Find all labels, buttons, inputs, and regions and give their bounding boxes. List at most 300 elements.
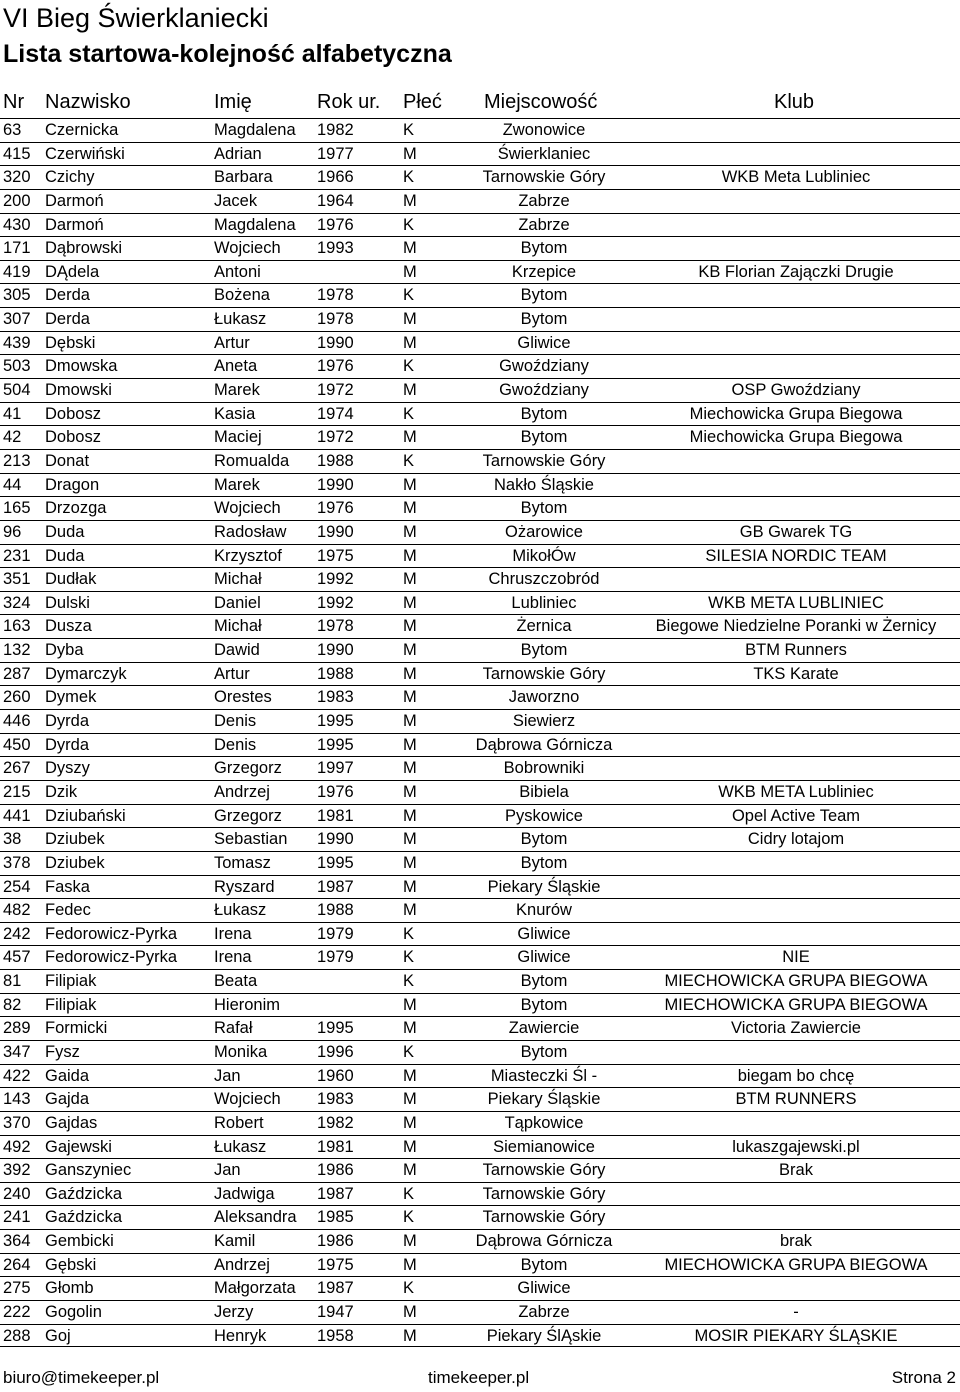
- cell-miejscowosc: Bytom: [520, 641, 568, 660]
- cell-nr: 324: [3, 593, 31, 612]
- cell-imie: Irena: [214, 948, 252, 967]
- cell-miejscowosc: Zawiercie: [508, 1019, 580, 1038]
- cell-nr: 275: [3, 1279, 31, 1298]
- cell-rok: 1988: [317, 901, 354, 920]
- cell-nazwisko: Gaździcka: [45, 1184, 123, 1203]
- cell-klub: biegam bo chcę: [737, 1066, 855, 1085]
- cell-nr: 200: [3, 191, 31, 210]
- cell-nazwisko: Dębski: [45, 333, 96, 352]
- cell-plec: M: [403, 428, 417, 447]
- cell-klub: MIECHOWICKA GRUPA BIEGOWA: [664, 1255, 928, 1274]
- cell-rok: 1988: [317, 664, 354, 683]
- footer-website[interactable]: timekeeper.pl: [428, 1368, 530, 1387]
- cell-imie: Romualda: [214, 451, 290, 470]
- cell-plec: M: [403, 499, 417, 518]
- cell-miejscowosc: Bytom: [520, 499, 568, 518]
- cell-rok: 1987: [317, 877, 354, 896]
- cell-nr: 41: [3, 404, 22, 423]
- cell-nazwisko: Drzozga: [45, 499, 107, 518]
- cell-nr: 446: [3, 712, 31, 731]
- cell-nr: 81: [3, 972, 22, 991]
- cell-nazwisko: Darmoń: [45, 191, 104, 210]
- cell-klub: KB Florian Zajączki Drugie: [698, 262, 894, 281]
- cell-nazwisko: Dobosz: [45, 428, 101, 447]
- cell-imie: Łukasz: [214, 310, 267, 329]
- cell-imie: Andrzej: [214, 1255, 270, 1274]
- table-row: [0, 1300, 960, 1324]
- table-row: [0, 756, 960, 780]
- cell-nazwisko: Dziubek: [45, 830, 105, 849]
- cell-miejscowosc: MikołÓw: [512, 546, 576, 565]
- cell-miejscowosc: Miasteczki Śl -: [490, 1066, 598, 1085]
- cell-nr: 171: [3, 239, 31, 258]
- cell-imie: Marek: [214, 381, 260, 400]
- table-row: [0, 213, 960, 237]
- cell-rok: 1990: [317, 333, 354, 352]
- cell-rok: 1993: [317, 239, 354, 258]
- cell-imie: Kamil: [214, 1232, 256, 1251]
- cell-miejscowosc: Gwoździany: [499, 381, 589, 400]
- cell-imie: Monika: [214, 1042, 268, 1061]
- cell-rok: 1981: [317, 806, 354, 825]
- cell-plec: M: [403, 830, 417, 849]
- cell-klub: Victoria Zawiercie: [731, 1019, 861, 1038]
- cell-miejscowosc: Gliwice: [517, 1279, 571, 1298]
- cell-miejscowosc: Tąpkowice: [504, 1113, 584, 1132]
- table-row: [0, 827, 960, 851]
- cell-rok: 1976: [317, 357, 354, 376]
- cell-miejscowosc: Gliwice: [517, 948, 571, 967]
- cell-rok: 1979: [317, 948, 354, 967]
- cell-plec: M: [403, 735, 417, 754]
- cell-plec: M: [403, 664, 417, 683]
- cell-klub: -: [793, 1303, 799, 1322]
- cell-miejscowosc: Tarnowskie Góry: [482, 1208, 606, 1227]
- table-row: [0, 567, 960, 591]
- cell-nazwisko: Duda: [45, 522, 85, 541]
- table-row: [0, 1135, 960, 1159]
- cell-imie: Łukasz: [214, 1137, 267, 1156]
- cell-rok: 1985: [317, 1208, 354, 1227]
- cell-rok: 1947: [317, 1303, 354, 1322]
- table-row: [0, 331, 960, 355]
- cell-nazwisko: Czernicka: [45, 121, 119, 139]
- cell-nazwisko: Gembicki: [45, 1232, 114, 1251]
- cell-rok: 1966: [317, 168, 354, 187]
- cell-klub: lukaszgajewski.pl: [732, 1137, 860, 1156]
- cell-imie: Aneta: [214, 357, 258, 376]
- cell-plec: M: [403, 1090, 417, 1109]
- cell-nazwisko: Dyrda: [45, 712, 90, 731]
- table-row: [0, 496, 960, 520]
- cell-nazwisko: Dyszy: [45, 759, 90, 778]
- cell-miejscowosc: Nakło Śląskie: [494, 475, 594, 494]
- table-row: [0, 733, 960, 757]
- cell-miejscowosc: Bytom: [520, 972, 568, 991]
- cell-nazwisko: Czerwiński: [45, 144, 125, 163]
- cell-nr: 264: [3, 1255, 31, 1274]
- cell-rok: 1975: [317, 546, 354, 565]
- cell-nazwisko: Fedorowicz-Pyrka: [45, 948, 178, 967]
- table-row: [0, 614, 960, 638]
- cell-miejscowosc: Tarnowskie Góry: [482, 1184, 606, 1203]
- cell-imie: Orestes: [214, 688, 272, 707]
- cell-rok: 1958: [317, 1326, 354, 1345]
- cell-klub: MIECHOWICKA GRUPA BIEGOWA: [664, 972, 928, 991]
- cell-klub: brak: [779, 1232, 813, 1251]
- cell-nazwisko: Gogolin: [45, 1303, 102, 1322]
- cell-imie: Łukasz: [214, 901, 267, 920]
- cell-nr: 430: [3, 215, 31, 234]
- cell-nr: 82: [3, 995, 22, 1014]
- cell-miejscowosc: Piekary Śląskie: [487, 1090, 601, 1109]
- cell-rok: 1976: [317, 782, 354, 801]
- cell-klub: NIE: [782, 948, 810, 967]
- cell-plec: M: [403, 1066, 417, 1085]
- cell-nazwisko: Gajdas: [45, 1113, 98, 1132]
- table-header: [0, 88, 960, 116]
- table-row: [0, 685, 960, 709]
- cell-plec: K: [403, 1042, 415, 1061]
- cell-nazwisko: Dyrda: [45, 735, 90, 754]
- cell-klub: WKB META LUBLINIEC: [708, 593, 884, 612]
- cell-miejscowosc: Zabrze: [518, 1303, 570, 1322]
- cell-plec: M: [403, 782, 417, 801]
- cell-klub: BTM RUNNERS: [735, 1090, 857, 1109]
- cell-plec: M: [403, 1232, 417, 1251]
- cell-klub: OSP Gwoździany: [731, 381, 861, 400]
- table-row: [0, 993, 960, 1017]
- cell-plec: M: [403, 1019, 417, 1038]
- cell-imie: Irena: [214, 924, 252, 943]
- cell-nazwisko: Donat: [45, 451, 90, 470]
- cell-miejscowosc: Bytom: [520, 853, 568, 872]
- cell-rok: 1990: [317, 641, 354, 660]
- cell-rok: 1978: [317, 617, 354, 636]
- cell-nr: 419: [3, 262, 31, 281]
- cell-nr: 450: [3, 735, 31, 754]
- cell-rok: 1964: [317, 191, 354, 210]
- cell-imie: Michał: [214, 617, 262, 636]
- table-row: [0, 898, 960, 922]
- cell-nr: 267: [3, 759, 31, 778]
- table-row: [0, 189, 960, 213]
- table-row: [0, 1229, 960, 1253]
- cell-miejscowosc: Tarnowskie Góry: [482, 1161, 606, 1180]
- cell-plec: K: [403, 924, 415, 943]
- cell-plec: M: [403, 1137, 417, 1156]
- cell-klub: Cidry lotajom: [747, 830, 845, 849]
- cell-nazwisko: Gajewski: [45, 1137, 112, 1156]
- cell-miejscowosc: Knurów: [516, 901, 572, 920]
- cell-miejscowosc: Dąbrowa Górnicza: [475, 735, 613, 754]
- table-row: [0, 945, 960, 969]
- cell-nr: 439: [3, 333, 31, 352]
- footer: [0, 1366, 960, 1390]
- page-subtitle: Lista startowa-kolejność alfabetyczna: [3, 40, 452, 68]
- table-row: [0, 591, 960, 615]
- cell-miejscowosc: Jaworzno: [508, 688, 580, 707]
- cell-plec: M: [403, 1113, 417, 1132]
- cell-imie: Grzegorz: [214, 806, 282, 825]
- cell-imie: Bożena: [214, 286, 270, 305]
- cell-rok: 1978: [317, 310, 354, 329]
- cell-nr: 415: [3, 144, 31, 163]
- cell-nazwisko: Dąbrowski: [45, 239, 123, 258]
- cell-nr: 441: [3, 806, 31, 825]
- header-miejscowosc: Miejscowość: [484, 91, 598, 113]
- cell-imie: Radosław: [214, 522, 287, 541]
- cell-nazwisko: Czichy: [45, 168, 95, 187]
- header-klub: Klub: [774, 91, 815, 113]
- cell-nr: 287: [3, 664, 31, 683]
- table-row: [0, 307, 960, 331]
- cell-klub: TKS Karate: [753, 664, 839, 683]
- cell-nr: 347: [3, 1042, 31, 1061]
- cell-nazwisko: Gaida: [45, 1066, 90, 1085]
- cell-nazwisko: Duda: [45, 546, 85, 565]
- cell-miejscowosc: Zabrze: [518, 215, 570, 234]
- cell-nazwisko: Filipiak: [45, 995, 97, 1014]
- cell-klub: GB Gwarek TG: [739, 522, 853, 541]
- cell-imie: Denis: [214, 735, 257, 754]
- cell-plec: M: [403, 688, 417, 707]
- cell-nazwisko: Derda: [45, 310, 90, 329]
- start-list-table: [0, 118, 960, 1347]
- cell-nr: 492: [3, 1137, 31, 1156]
- cell-nazwisko: Dulski: [45, 593, 90, 612]
- cell-plec: M: [403, 546, 417, 565]
- cell-plec: M: [403, 1326, 417, 1345]
- cell-imie: Ryszard: [214, 877, 275, 896]
- cell-plec: M: [403, 759, 417, 778]
- cell-klub: Opel Active Team: [731, 806, 861, 825]
- cell-miejscowosc: Ożarowice: [505, 522, 583, 541]
- cell-miejscowosc: Zwonowice: [502, 121, 586, 139]
- cell-plec: M: [403, 617, 417, 636]
- cell-plec: M: [403, 333, 417, 352]
- cell-nazwisko: Filipiak: [45, 972, 97, 991]
- cell-imie: Wojciech: [214, 499, 281, 518]
- table-row: [0, 544, 960, 568]
- cell-imie: Rafał: [214, 1019, 253, 1038]
- table-row: [0, 165, 960, 189]
- cell-nazwisko: Gajda: [45, 1090, 90, 1109]
- cell-rok: 1990: [317, 830, 354, 849]
- cell-nr: 42: [3, 428, 22, 447]
- cell-nazwisko: Dobosz: [45, 404, 101, 423]
- cell-miejscowosc: Tarnowskie Góry: [482, 168, 606, 187]
- table-row: [0, 142, 960, 166]
- cell-imie: Daniel: [214, 593, 261, 612]
- cell-nazwisko: Dudłak: [45, 570, 97, 589]
- cell-plec: M: [403, 1255, 417, 1274]
- cell-miejscowosc: Gliwice: [517, 924, 571, 943]
- cell-imie: Maciej: [214, 428, 262, 447]
- cell-nazwisko: Dusza: [45, 617, 92, 636]
- cell-miejscowosc: Bytom: [520, 286, 568, 305]
- cell-nazwisko: Dragon: [45, 475, 100, 494]
- cell-nr: 289: [3, 1019, 31, 1038]
- cell-nazwisko: Fysz: [45, 1042, 80, 1061]
- cell-imie: Tomasz: [214, 853, 271, 872]
- cell-miejscowosc: Świerklaniec: [497, 144, 591, 163]
- table-row: [0, 378, 960, 402]
- table-row: [0, 1087, 960, 1111]
- cell-plec: K: [403, 357, 415, 376]
- cell-imie: Wojciech: [214, 239, 281, 258]
- table-row: [0, 1064, 960, 1088]
- cell-nr: 38: [3, 830, 22, 849]
- cell-nazwisko: Dymek: [45, 688, 97, 707]
- cell-miejscowosc: Bytom: [520, 1042, 568, 1061]
- header-rok: Rok ur.: [317, 91, 381, 113]
- cell-imie: Krzysztof: [214, 546, 282, 565]
- footer-email[interactable]: biuro@timekeeper.pl: [3, 1368, 160, 1387]
- table-row: [0, 520, 960, 544]
- cell-nr: 307: [3, 310, 31, 329]
- cell-nr: 392: [3, 1161, 31, 1180]
- table-row: [0, 236, 960, 260]
- page-title: VI Bieg Świerklaniecki: [3, 3, 269, 33]
- cell-nazwisko: Fedorowicz-Pyrka: [45, 924, 178, 943]
- cell-rok: 1995: [317, 735, 354, 754]
- cell-imie: Kasia: [214, 404, 256, 423]
- table-row: [0, 473, 960, 497]
- cell-rok: 1974: [317, 404, 354, 423]
- cell-nazwisko: Dzik: [45, 782, 78, 801]
- cell-nazwisko: Faska: [45, 877, 90, 896]
- cell-nr: 165: [3, 499, 31, 518]
- cell-miejscowosc: Siemianowice: [493, 1137, 595, 1156]
- cell-nr: 44: [3, 475, 22, 494]
- cell-nr: 213: [3, 451, 31, 470]
- table-row: [0, 1324, 960, 1348]
- cell-nazwisko: Ganszyniec: [45, 1161, 132, 1180]
- table-row: [0, 283, 960, 307]
- cell-plec: K: [403, 1279, 415, 1298]
- cell-imie: Magdalena: [214, 215, 296, 234]
- cell-miejscowosc: Dąbrowa Górnicza: [475, 1232, 613, 1251]
- cell-nazwisko: Dyba: [45, 641, 84, 660]
- table-row: [0, 354, 960, 378]
- table-row: [0, 1182, 960, 1206]
- cell-rok: 1992: [317, 570, 354, 589]
- cell-rok: 1995: [317, 853, 354, 872]
- cell-nazwisko: Dziubański: [45, 806, 126, 825]
- table-row: [0, 1253, 960, 1277]
- cell-plec: K: [403, 948, 415, 967]
- cell-imie: Barbara: [214, 168, 273, 187]
- header-imie: Imię: [214, 91, 252, 113]
- cell-rok: 1976: [317, 215, 354, 234]
- cell-rok: 1977: [317, 144, 354, 163]
- cell-rok: 1982: [317, 1113, 354, 1132]
- cell-plec: M: [403, 1161, 417, 1180]
- header-nr: Nr: [3, 91, 25, 113]
- cell-rok: 1982: [317, 121, 354, 139]
- cell-imie: Robert: [214, 1113, 264, 1132]
- cell-imie: Henryk: [214, 1326, 267, 1345]
- cell-nr: 96: [3, 522, 22, 541]
- header-plec: Płeć: [403, 91, 442, 113]
- footer-page-number: Strona 2: [891, 1368, 956, 1387]
- cell-plec: K: [403, 168, 415, 187]
- cell-imie: Jacek: [214, 191, 258, 210]
- cell-rok: 1981: [317, 1137, 354, 1156]
- cell-miejscowosc: Piekary Śląskie: [487, 877, 601, 896]
- cell-nr: 320: [3, 168, 31, 187]
- table-row: [0, 638, 960, 662]
- cell-nr: 422: [3, 1066, 31, 1085]
- cell-plec: M: [403, 475, 417, 494]
- cell-klub: SILESIA NORDIC TEAM: [705, 546, 887, 565]
- cell-rok: 1986: [317, 1161, 354, 1180]
- cell-plec: M: [403, 806, 417, 825]
- cell-nr: 260: [3, 688, 31, 707]
- table-row: [0, 402, 960, 426]
- cell-plec: K: [403, 451, 415, 470]
- cell-miejscowosc: Żernica: [516, 617, 572, 636]
- table-row: [0, 780, 960, 804]
- cell-nr: 503: [3, 357, 31, 376]
- cell-nazwisko: Goj: [45, 1326, 71, 1345]
- cell-plec: K: [403, 972, 415, 991]
- cell-miejscowosc: Siewierz: [512, 712, 576, 731]
- cell-imie: Jerzy: [214, 1303, 254, 1322]
- cell-klub: Miechowicka Grupa Biegowa: [689, 404, 903, 423]
- cell-miejscowosc: Zabrze: [518, 191, 570, 210]
- cell-rok: 1960: [317, 1066, 354, 1085]
- cell-miejscowosc: Chruszczobród: [488, 570, 600, 589]
- cell-miejscowosc: Tarnowskie Góry: [482, 664, 606, 683]
- cell-klub: MOSIR PIEKARY ŚLĄSKIE: [694, 1326, 898, 1345]
- header-nazwisko: Nazwisko: [45, 91, 131, 113]
- cell-rok: 1997: [317, 759, 354, 778]
- table-row: [0, 118, 960, 142]
- cell-klub: Biegowe Niedzielne Poranki w Żernicy: [655, 617, 937, 636]
- cell-nr: 63: [3, 121, 22, 139]
- cell-miejscowosc: Bibiela: [519, 782, 569, 801]
- cell-plec: M: [403, 310, 417, 329]
- cell-plec: K: [403, 1184, 415, 1203]
- cell-nazwisko: Formicki: [45, 1019, 108, 1038]
- cell-rok: 1972: [317, 381, 354, 400]
- cell-klub: MIECHOWICKA GRUPA BIEGOWA: [664, 995, 928, 1014]
- cell-nr: 254: [3, 877, 31, 896]
- cell-plec: M: [403, 262, 417, 281]
- table-row: [0, 1205, 960, 1229]
- cell-miejscowosc: Bytom: [520, 404, 568, 423]
- cell-plec: K: [403, 404, 415, 423]
- cell-plec: M: [403, 239, 417, 258]
- cell-miejscowosc: Piekary ŚlĄskie: [486, 1326, 602, 1345]
- cell-klub: Brak: [779, 1161, 813, 1180]
- cell-miejscowosc: Krzepice: [511, 262, 577, 281]
- cell-nr: 370: [3, 1113, 31, 1132]
- cell-klub: WKB META Lubliniec: [718, 782, 874, 801]
- cell-nr: 222: [3, 1303, 31, 1322]
- table-row: [0, 1111, 960, 1135]
- cell-miejscowosc: Bytom: [520, 428, 568, 447]
- cell-nr: 132: [3, 641, 31, 660]
- cell-plec: M: [403, 1303, 417, 1322]
- cell-rok: 1986: [317, 1232, 354, 1251]
- cell-plec: M: [403, 522, 417, 541]
- cell-rok: 1990: [317, 475, 354, 494]
- cell-imie: Antoni: [214, 262, 261, 281]
- cell-rok: 1990: [317, 522, 354, 541]
